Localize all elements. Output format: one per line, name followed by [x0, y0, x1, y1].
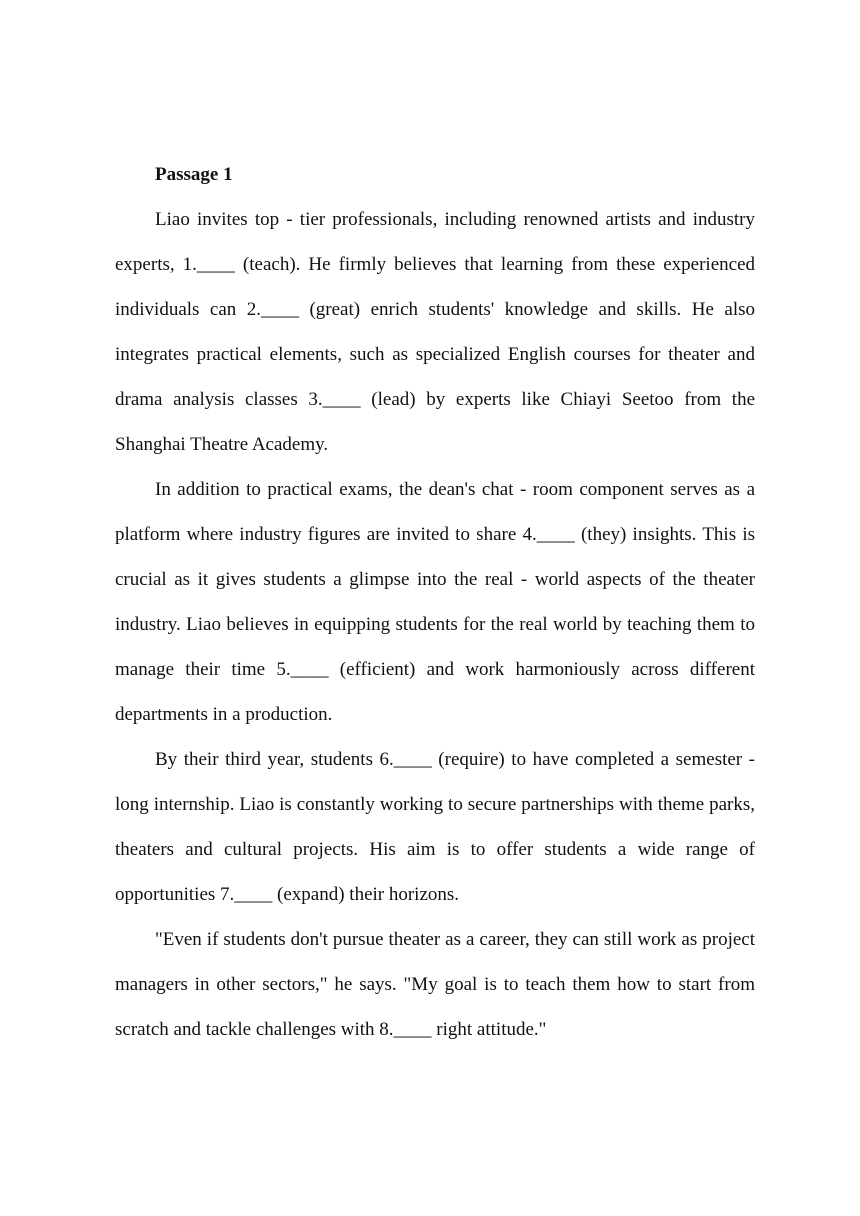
paragraph-1: Liao invites top - tier professionals, including renowned artists and industry experts, 1.____ (teach). He firmly believes that learning from these experienced individuals can 2.____ (great) enrich students' knowledge and skills. He also integrates practical elements, such as specialized English courses for theater and drama analysis classes 3.____ (lead) by experts like Chiayi Seetoo from the Shanghai Theatre Academy.: [115, 209, 755, 455]
passage-heading: Passage 1: [155, 164, 233, 185]
document-page: [115, 152, 755, 1052]
paragraph-4: "Even if students don't pursue theater as a career, they can still work as project managers in other sectors," he says. "My goal is to teach them how to start from scratch and tackle challenges with 8.____ right attitude.": [115, 929, 755, 1040]
paragraph-3: By their third year, students 6.____ (require) to have completed a semester - long internship. Liao is constantly working to secure partnerships with theme parks, theaters and cultural projects. His aim is to offer students a wide range of opportunities 7.____ (expand) their horizons.: [115, 749, 755, 905]
paragraph-2: In addition to practical exams, the dean's chat - room component serves as a platform where industry figures are invited to share 4.____ (they) insights. This is crucial as it gives students a glimpse into the real - world aspects of the theater industry. Liao believes in equipping students for the real world by teaching them to manage their time 5.____ (efficient) and work harmoniously across different departments in a production.: [115, 479, 755, 725]
